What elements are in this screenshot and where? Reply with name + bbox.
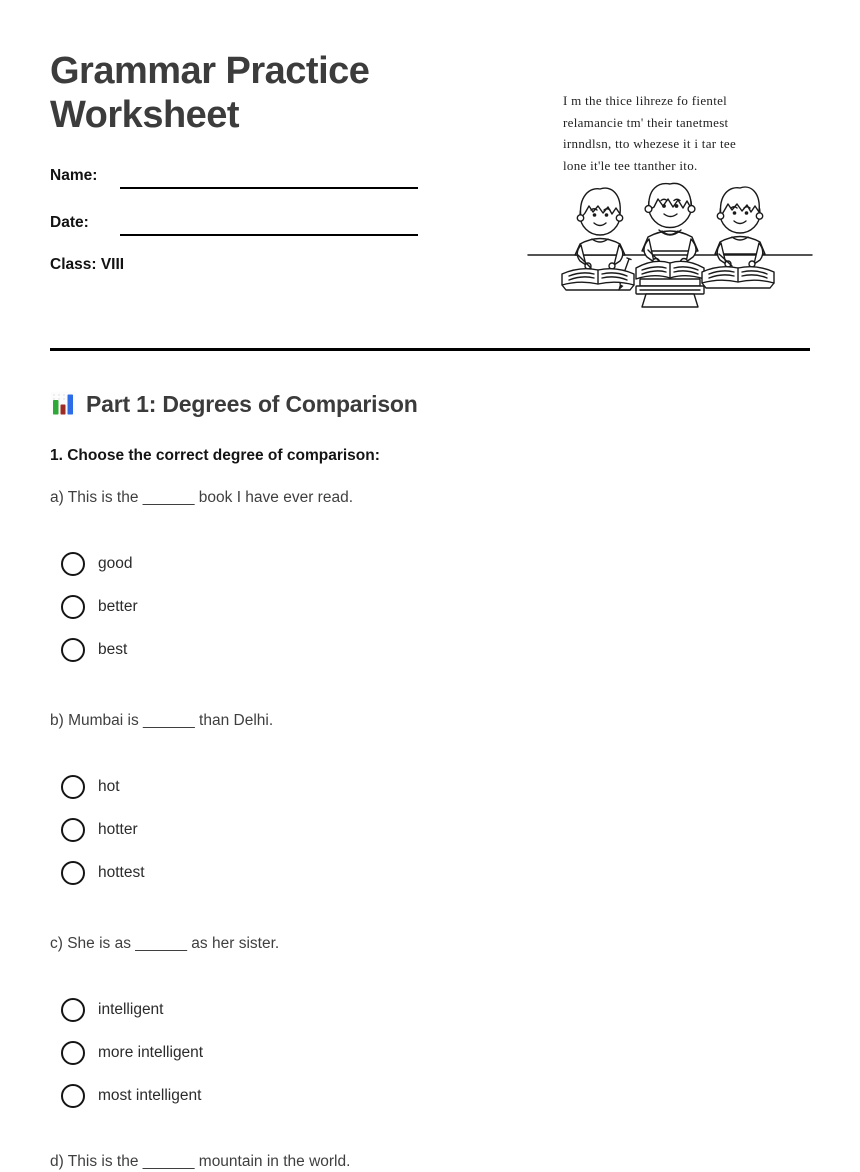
radio-button[interactable] xyxy=(61,595,85,619)
question-c-prompt: c) She is as ______ as her sister. xyxy=(50,935,280,952)
part1-heading xyxy=(50,389,810,419)
option-label[interactable]: hottest xyxy=(98,864,145,881)
option-label[interactable]: intelligent xyxy=(98,1001,164,1018)
book-stack xyxy=(636,261,704,307)
option-label[interactable]: good xyxy=(98,555,133,572)
child-middle xyxy=(642,183,698,265)
section-divider xyxy=(50,348,810,351)
caption-line: I m the thice lihreze fo fientel xyxy=(563,93,728,108)
bar-chart-icon xyxy=(50,391,76,417)
children-studying-illustration xyxy=(528,182,812,312)
radio-option-row[interactable] xyxy=(50,818,810,842)
name-label: Name: xyxy=(50,167,98,184)
radio-option-row[interactable] xyxy=(50,775,810,799)
class-label: Class: VIII xyxy=(50,256,125,273)
name-input-line[interactable] xyxy=(120,165,418,189)
part1-heading-label: Part 1: Degrees of Comparison xyxy=(86,390,418,417)
radio-option-row[interactable] xyxy=(50,861,810,885)
question-1-instruction: 1. Choose the correct degree of comparison: xyxy=(50,447,380,464)
date-input-line[interactable] xyxy=(120,212,418,236)
question-b-options xyxy=(50,775,810,885)
date-label: Date: xyxy=(50,214,89,231)
option-label[interactable]: hot xyxy=(98,778,120,795)
question-a-options xyxy=(50,552,810,662)
radio-button[interactable] xyxy=(61,775,85,799)
question-a-prompt: a) This is the ______ book I have ever read. xyxy=(50,489,354,506)
option-label[interactable]: most intelligent xyxy=(98,1087,202,1104)
radio-option-row[interactable] xyxy=(50,638,810,662)
caption-line: irnndlsn, tto whezese it i tar tee xyxy=(563,136,737,151)
radio-option-row[interactable] xyxy=(50,1041,810,1065)
question-d-prompt: d) This is the ______ mountain in the world. xyxy=(50,1153,351,1170)
radio-option-row[interactable] xyxy=(50,998,810,1022)
radio-button[interactable] xyxy=(61,552,85,576)
worksheet-illustration xyxy=(528,90,812,312)
child-left xyxy=(562,188,634,290)
radio-button[interactable] xyxy=(61,818,85,842)
radio-option-row[interactable] xyxy=(50,552,810,576)
radio-option-row[interactable] xyxy=(50,1084,810,1108)
option-label[interactable]: more intelligent xyxy=(98,1044,204,1061)
radio-button[interactable] xyxy=(61,638,85,662)
child-right xyxy=(702,187,774,288)
caption-line: relamancie tm' their tanetmest xyxy=(563,114,729,130)
radio-button[interactable] xyxy=(61,1041,85,1065)
radio-button[interactable] xyxy=(61,998,85,1022)
option-label[interactable]: hotter xyxy=(98,821,138,838)
page-title: Grammar Practice Worksheet xyxy=(50,50,370,136)
radio-button[interactable] xyxy=(61,1084,85,1108)
question-b-prompt: b) Mumbai is ______ than Delhi. xyxy=(50,712,274,729)
radio-option-row[interactable] xyxy=(50,595,810,619)
question-c-options xyxy=(50,998,810,1108)
illustration-caption xyxy=(528,90,812,176)
radio-button[interactable] xyxy=(61,861,85,885)
caption-line: lone it'le tee ttanther ito. xyxy=(563,157,698,173)
option-label[interactable]: better xyxy=(98,598,138,615)
option-label[interactable]: best xyxy=(98,641,128,658)
